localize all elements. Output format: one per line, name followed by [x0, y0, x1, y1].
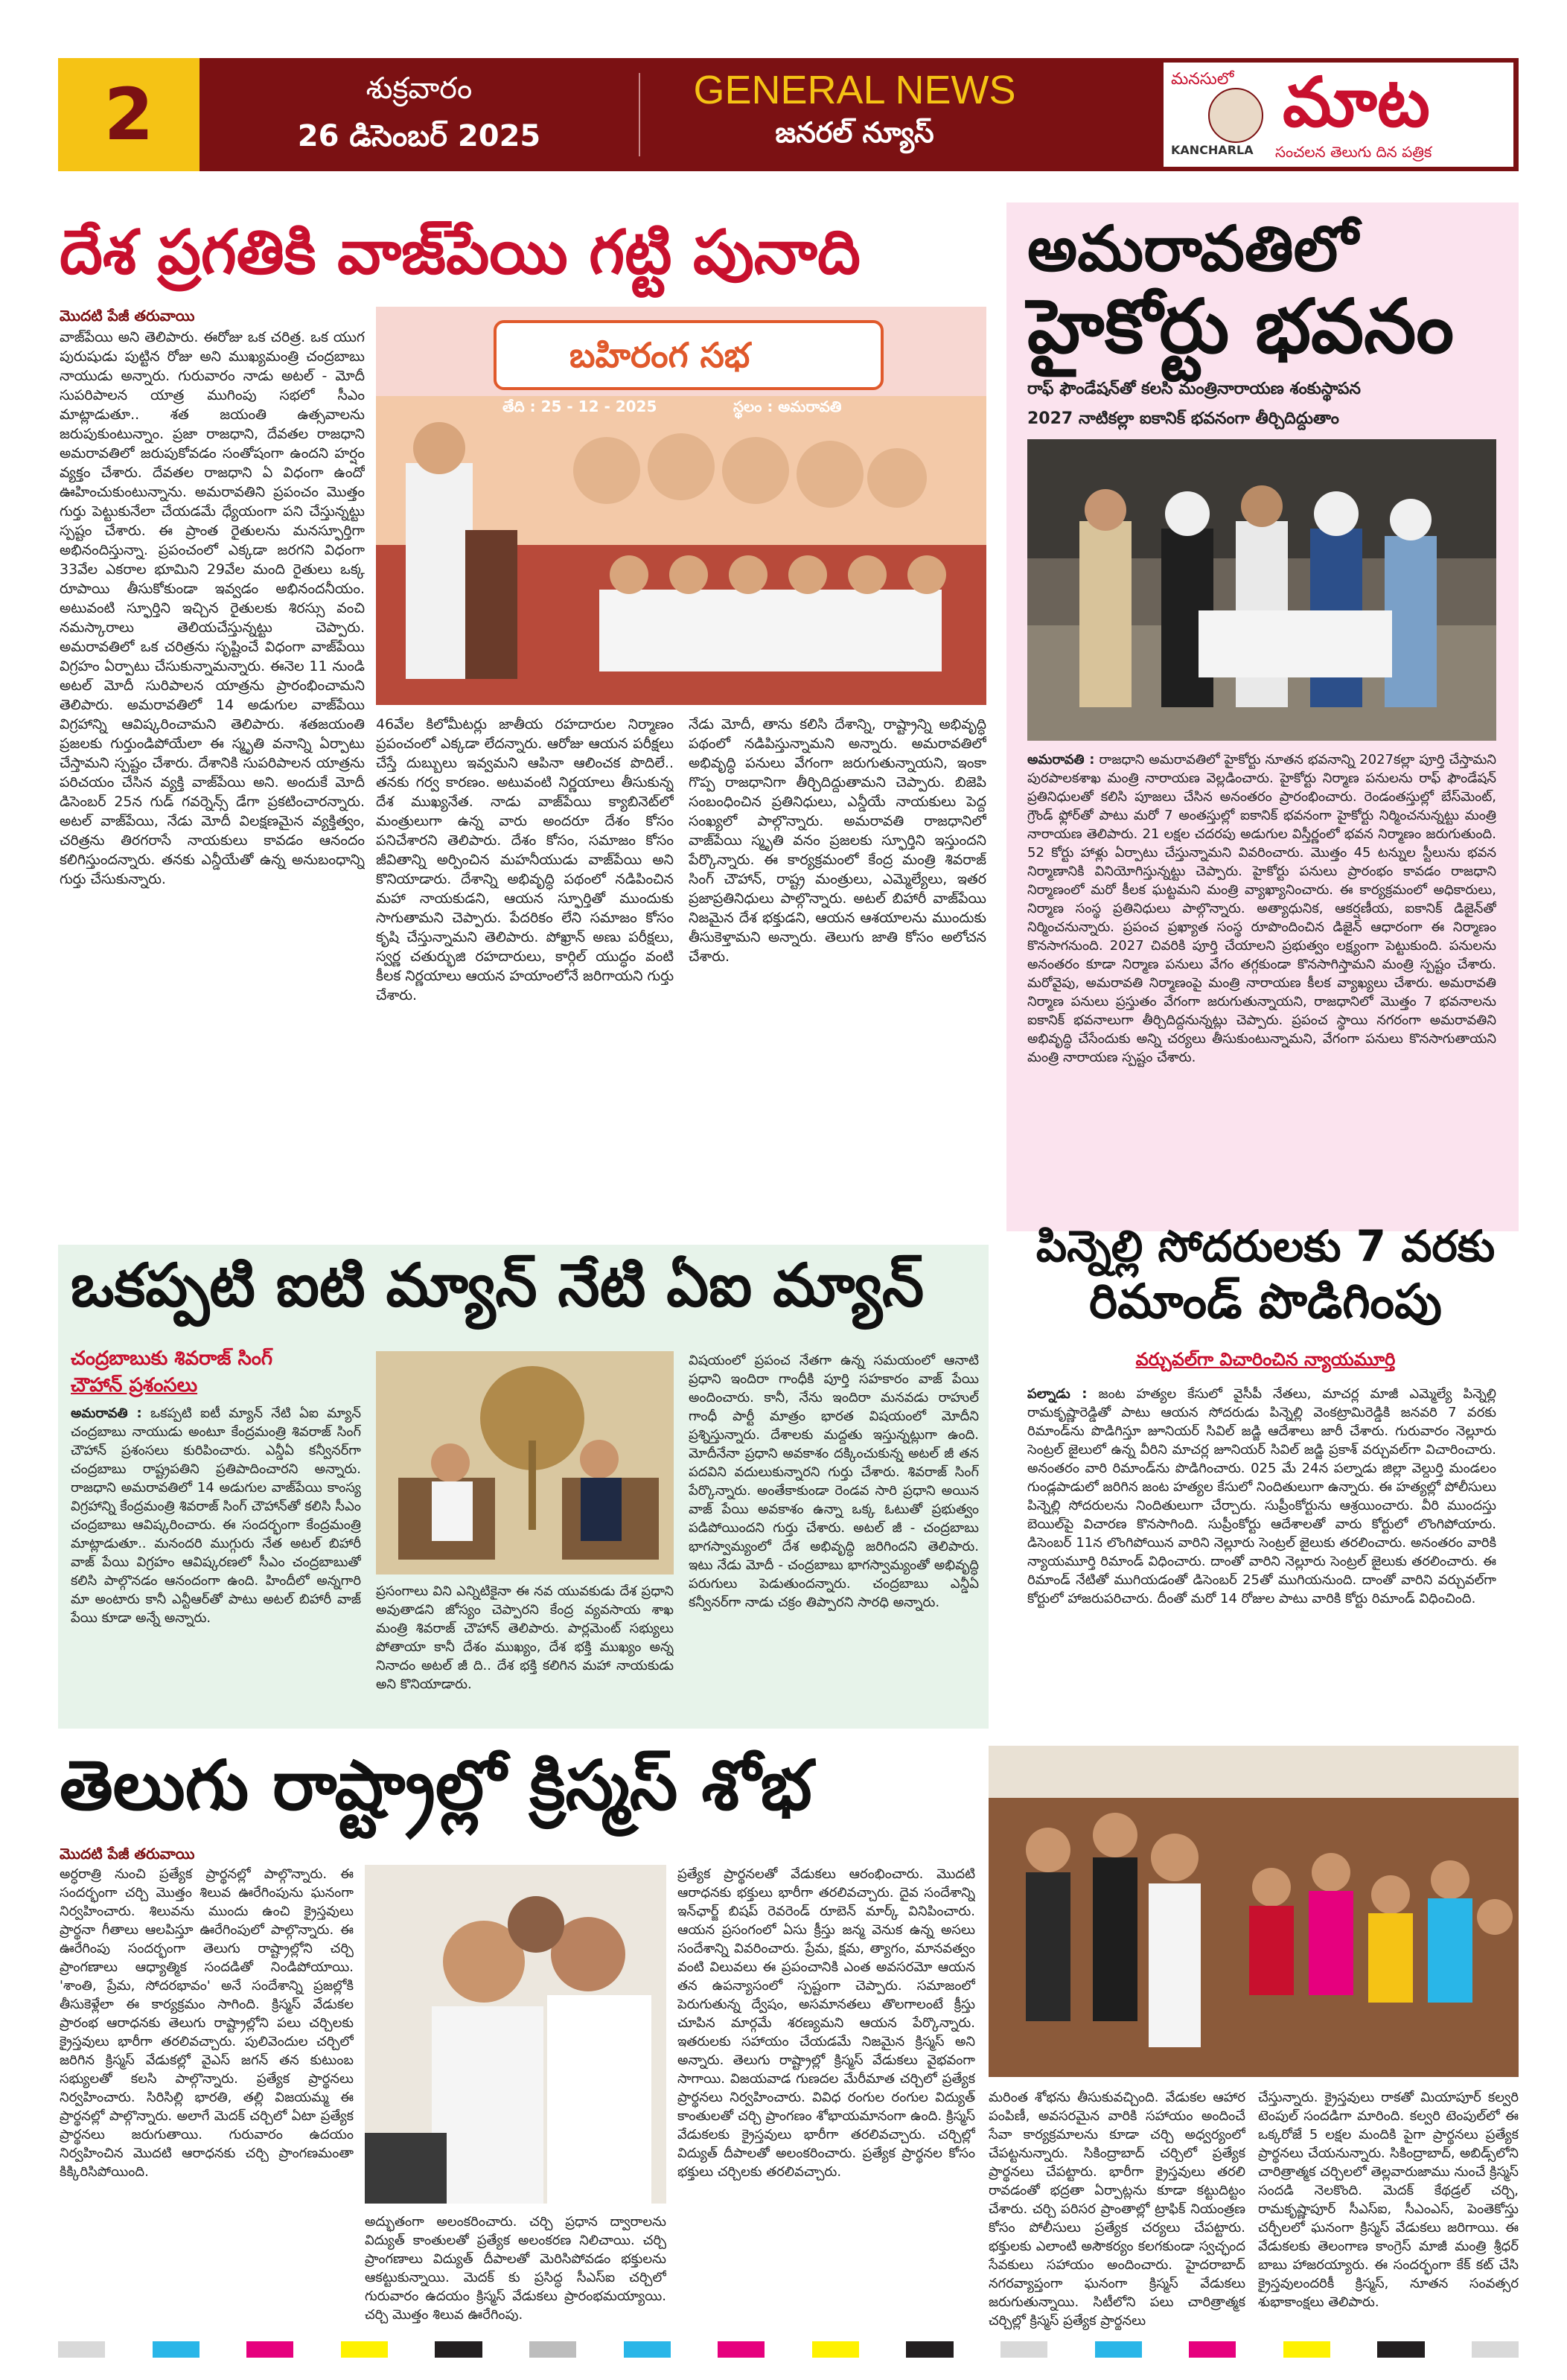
color-swatch — [1142, 2341, 1189, 2358]
story2-photo — [1027, 439, 1496, 741]
masthead — [58, 58, 1519, 171]
story4-col3: ప్రసంగాలు విని ఎన్నిటికైనా ఈ నవ యువకుడు దేశ ప్రధాని అవుతాడని జోస్యం చెప్పారని కేంద్ర వ్యవసాయ శాఖ మంత్రి శివరాజ్ చౌహాన్ తెలిపారు. పార్లమెంట్ సభ్యులు పోతాయా కానీ దేశం ముఖ్యం, దేశ భక్తి ముఖ్యం అన్న నినాదం అటల్ జీ ది.. దేశ భక్తి కలిగిన మహా నాయకుడు అని కొనియాడారు. — [376, 1583, 674, 1692]
story4-dateline: అమరావతి : — [71, 1406, 142, 1421]
story3-headline-line2: రిమాండ్ పొడిగింపు — [1089, 1274, 1442, 1330]
story4-kicker1: చంద్రబాబుకు శివరాజ్ సింగ్ — [71, 1347, 273, 1370]
story2-body — [1027, 750, 1496, 1227]
color-swatch — [482, 2341, 529, 2358]
color-swatch — [718, 2341, 765, 2358]
section-title-en: GENERAL NEWS — [693, 68, 1016, 112]
color-swatch — [624, 2341, 671, 2358]
logo-portrait — [1208, 88, 1263, 143]
color-swatch — [1425, 2341, 1472, 2358]
color-swatch — [388, 2341, 435, 2358]
story4-col1-text: ఒకప్పటి ఐటీ మ్యాన్ నేటి ఏఐ మ్యాన్ చంద్రబాబు నాయుడు అంటూ కేంద్రమంత్రి శివరాజ్ సింగ్ చౌహాన్ ప్రశంసలు కురిపించారు. ఎన్డీఏ కన్వీనర్‌గా చంద్రబాబు రాష్ట్రపతిని ప్రతిపాదించారని అన్నారు. రాజధాని అమరావతిలో 14 అడుగుల వాజ్‌పేయి కాంస్య విగ్రహాన్ని కేంద్రమంత్రి శివరాజ్ సింగ్ చౌహాన్‌తో కలిసి సీఎం చంద్రబాబు ఆవిష్కరించారు. ఈ సందర్భంగా కేంద్రమంత్రి మాట్లాడుతూ.. మనందరి ముగ్గురు నేత అటల్ బిహారీ వాజ్ పేయి విగ్రహం ఆవిష్కరణలో సీఎం చంద్రబాబుతో కలిసి పాల్గొనడం ఆనందంగా ఉంది. హిందీలో అన్నగారి మా అంటారు కానీ ఎన్టీఆర్‌తో పాటు అటల్ బిహారీ వాజ్ పేయి కూడా అన్నే అన్నారు. — [71, 1406, 361, 1626]
story5-kicker: మొదటి పేజీ తరువాయి — [60, 1845, 195, 1863]
color-swatch — [1047, 2341, 1094, 2358]
christmas-gathering-image — [989, 1746, 1519, 2077]
color-swatch — [58, 2341, 105, 2358]
color-swatch — [1330, 2341, 1377, 2358]
construction-site-image — [1027, 439, 1496, 741]
story1-col1: వాజ్‌పేయి అని తెలిపారు. ఈరోజు ఒక చరిత్ర. ఒక యుగ పురుషుడు పుట్టిన రోజు అని ముఖ్యమంత్రి చంద్రబాబు నాయుడు అన్నారు. గురువారం నాడు అటల్ - మోదీ సుపరిపాలన యాత్ర ముగింపు సభలో సీఎం మాట్లాడుతూ.. శత జయంతి ఉత్సవాలను జరుపుకుంటున్నాం. ప్రజా రాజధాని, దేవతల రాజధాని అమరావతిలో జరుపుకోవడం సంతోషంగా ఉందని హర్షం వ్యక్తం చేశారు. దేవతల రాజధాని ఏ విధంగా ఉందో ఊహించుకుంటున్నాను. అమరావతిని ప్రపంచం మొత్తం గుర్తు పెట్టుకునేలా చేయడమే ధ్యేయంగా పని చేస్తున్నట్టు స్పష్టం చేశారు. ఈ ప్రాంత రైతులను మనస్ఫూర్తిగా అభినందిస్తున్నా. ప్రపంచంలో ఎక్కడా జరగని విధంగా 33వేల ఎకరాల భూమిని 29వేల మంది రైతులు ఒక్క రూపాయి తీసుకోకుండా ఇవ్వడం అభినందనీయం. అటువంటి స్ఫూర్తిని ఇచ్చిన రైతులకు శిరస్సు వంచి నమస్కారాలు తెలియచేస్తున్నట్టు చెప్పారు. అమరావతిలో ఒక చరిత్రను సృష్టించే విధంగా వాజ్‌పేయి విగ్రహం ఏర్పాటు చేసుకున్నామన్నారు. ఈనెల 11 నుండి అటల్ మోదీ సురిపాలన యాత్రను ప్రారంభించామని తెలిపారు. అమరావతిలో 14 అడుగుల వాజ్‌పేయి విగ్రహాన్ని ఆవిష్కరించామని తెలిపారు. శతజయంతి ప్రజలకు గుర్తుండిపోయేలా ఈ స్మృతి వనాన్ని ఏర్పాటు చేస్తామని స్పష్టం చేశారు. దేశానికి సుపరిపాలన యాత్రను పరిచయం చేసిన వ్యక్తి వాజ్‌పేయి అని. అందుకే మోదీ డిసెంబర్ 25న గుడ్ గవర్నెన్స్ డేగా ప్రకటించారన్నారు. అటల్ వాజ్‌పేయి, నేడు మోదీ విలక్షణమైన వ్యక్తిత్వం, చరిత్రను తిరగరాసే నాయకులు కావడం ఆనందం కలిగిస్తుందన్నారు. తనకు ఎన్డీయేతో ఉన్న అనుబంధాన్ని గుర్తు చేసుకున్నారు. — [60, 329, 365, 887]
christmas-cake-image — [365, 1865, 666, 2204]
story3-dateline: పల్నాడు : — [1027, 1386, 1088, 1402]
story2-dateline: అమరావతి : — [1027, 752, 1095, 768]
story1-headline: దేశ ప్రగతికి వాజ్‌పేయి గట్టి పునాది — [60, 217, 861, 288]
story5-col4: మరింత శోభను తీసుకువచ్చింది. వేడుకల ఆహార పంపిణీ, అవసరమైన వారికి సహాయం అందించే సేవా కార్యక్రమాలను కూడా చర్చి అధ్వర్యంలో చేపట్టనున్నారు. సికింద్రాబాద్ చర్చిలో ప్రత్యేక ప్రార్థనలు చేపట్టారు. భారీగా క్రైస్తవులు తరలి రావడంతో భద్రతా ఏర్పాట్లను కూడా కట్టుదిట్టం చేశారు. చర్చి పరిసర ప్రాంతాల్లో ట్రాఫిక్ నియంత్రణ కోసం పోలీసులు ప్రత్యేక చర్యలు చేపట్టారు. భక్తులకు ఎలాంటి అసౌకర్యం కలగకుండా స్వచ్ఛంద సేవకులు సహాయం అందించారు. హైదరాబాద్ నగరవ్యాప్తంగా ఘనంగా క్రిస్మస్ వేడుకలు జరుగుతున్నాయి. సిటీలోని పలు చారిత్రాత్మక చర్చిల్లో క్రిస్మస్ ప్రత్యేక ప్రార్థనలు — [989, 2090, 1245, 2329]
banner-title: బహిరంగ సభ — [569, 335, 750, 375]
story2-subhead2: 2027 నాటికల్లా ఐకానిక్ భవనంగా తీర్చిదిద్దుతాం — [1027, 409, 1339, 428]
issue-day: శుక్రవారం — [366, 71, 473, 106]
color-swatch — [435, 2341, 482, 2358]
story5-photo1 — [365, 1865, 666, 2204]
color-swatch — [1283, 2341, 1330, 2358]
date-block — [200, 58, 639, 171]
logo-small-text: మనసులో — [1171, 70, 1234, 89]
color-swatch — [529, 2341, 576, 2358]
banner-place: స్థలం : అమరావతి — [733, 398, 842, 415]
page-number: 2 — [58, 58, 200, 171]
color-swatch — [859, 2341, 906, 2358]
color-registration-strip — [58, 2341, 1519, 2358]
color-swatch — [246, 2341, 293, 2358]
story3-text: జంట హత్యల కేసులో వైసీపీ నేతలు, మాచర్ల మాజీ ఎమ్మెల్యే పిన్నెల్లి రామకృష్ణారెడ్డితో పాటు ఆయన సోదరుడు పిన్నెల్లి వెంకట్రామిరెడ్డికి జనవరి 7 వరకు రిమాండ్‌ను పొడిగిస్తూ జూనియర్ సివిల్ జడ్జి ఆదేశాలు జారీ చేశారు. గురువారం నెల్లూరు సెంట్రల్ జైలులో ఉన్న వీరిని మాచర్ల జూనియర్ సివిల్ జడ్జి ప్రకాశ్ వర్చువల్‌గా విచారించారు. అనంతరం వారి రిమాండ్‌ను పొడిగించారు. 025 మే 24న పల్నాడు జిల్లా వెల్దుర్తి మండలం గుండ్లపాడులో జరిగిన జంట హత్యల కేసులో నిందితులుగా ఉన్నారు. ఈ హత్యల్లో పోలీసులు పిన్నెల్లి సోదరులను నిందితులుగా చేర్చారు. సుప్రీంకోర్టును ఆశ్రయించారు. వీరి ముందస్తు బెయిల్‌పై విచారణ కొనసాగింది. సుప్రీంకోర్టు ఆదేశాలతో వారు కోర్టులో లొంగిపోయారు. డిసెంబర్ 11న లొంగిపోయిన వారిని నెల్లూరు సెంట్రల్ జైలుకు తరలించారు. అనంతరం వారికి న్యాయమూర్తి రిమాండ్ విధించారు. దాంతో వారిని నెల్లూరు సెంట్రల్ జైలుకు తరలించారు. ఈ రిమాండ్ నేటితో ముగియడంతో డిసెంబర్ 25తో ముగియనుంది. దాంతో వారిని వర్చువల్‌గా కోర్టులో హాజరుపరిచారు. దీంతో మరో 14 రోజుల పాటు వారికి కోర్టు రిమాండ్ విధించింది. — [1027, 1386, 1496, 1607]
color-swatch — [153, 2341, 200, 2358]
color-swatch — [293, 2341, 340, 2358]
color-swatch — [576, 2341, 623, 2358]
story3-headline-line1: పిన్నెల్లి సోదరులకు 7 వరకు — [1035, 1221, 1496, 1272]
story2-headline-line1: అమరావతిలో — [1027, 212, 1359, 285]
story1-kicker: మొదటి పేజీ తరువాయి — [60, 307, 195, 325]
banner-date: తేది : 25 - 12 - 2025 — [502, 398, 657, 415]
story4-headline: ఒకప్పటి ఐటి మ్యాన్ నేటి ఏఐ మ్యాన్ — [71, 1251, 925, 1320]
color-swatch — [200, 2341, 246, 2358]
logo-title: మాట — [1283, 63, 1430, 142]
color-swatch — [1000, 2341, 1047, 2358]
story5-col2: అద్భుతంగా అలంకరించారు. చర్చి ప్రధాన ద్వారాలను విద్యుత్ కాంతులతో ప్రత్యేక అలంకరణ నిలిచాయి. చర్చి ప్రాంగణాలు విద్యుత్ దీపాలతో మెరిసిపోవడం భక్తులను ఆకట్టుకున్నాయి. మెదక్ కు ప్రసిద్ధ సీఎస్ఐ చర్చిలో గురువారం ఉదయం క్రిస్మస్ వేడుకలు ప్రారంభమయ్యాయి. చర్చి మొత్తం శిలువ ఊరేగింపు. — [365, 2214, 666, 2323]
story3-subhead: వర్చువల్‌గా విచారించిన న్యాయమూర్తి — [1135, 1349, 1396, 1370]
story5-photo2 — [989, 1746, 1519, 2077]
color-swatch — [671, 2341, 718, 2358]
story5-col1: అర్ధరాత్రి నుంచి ప్రత్యేక ప్రార్థనల్లో పాల్గొన్నారు. ఈ సందర్భంగా చర్చి మొత్తం శిలువ ఊరేగింపును ఘనంగా నిర్వహించారు. శిలువను ముందు ఉంచి క్రైస్తవులు ప్రార్థనా గీతాలు ఆలపిస్తూ ఊరేగింపులో పాల్గొన్నారు. ఈ ఊరేగింపు సందర్భంగా తెలుగు రాష్ట్రాల్లోని చర్చి ప్రాంగణాలు ఆధ్యాత్మిక సందడితో నిండిపోయాయి. 'శాంతి, ప్రేమ, సోదరభావం' అనే సందేశాన్ని ప్రజల్లోకి తీసుకెళ్లేలా ఈ కార్యక్రమం సాగింది. క్రిస్మస్ వేడుకల ప్రారంభ ఆరాధనకు తెలుగు రాష్ట్రాల్లోని పలు చర్చిలకు క్రైస్తవులు భారీగా తరలివచ్చారు. పులివెందుల చర్చిలో జరిగిన క్రిస్మస్ వేడుకల్లో వైఎస్ జగన్ తన కుటుంబ సభ్యులతో కలసి పాల్గొన్నారు. ప్రత్యేక ప్రార్థనలు నిర్వహించారు. సిరిసిల్లి భారతి, తల్లి విజయమ్మ ఈ ప్రార్థనల్లో పాల్గొన్నారు. అలాగే మెదక్ చర్చిలో ఏటా ప్రత్యేక ప్రార్థనలు జరుగుతాయి. గురువారం ఉదయం నిర్వహించిన మొదటి ఆరాధనకు చర్చి ప్రాంగణమంతా కిక్కిరిసిపోయింది. — [60, 1866, 354, 2180]
color-swatch — [906, 2341, 953, 2358]
logo-name: KANCHARLA — [1171, 143, 1254, 157]
story2-text: రాజధాని అమరావతిలో హైకోర్టు నూతన భవనాన్ని 2027కల్లా పూర్తి చేస్తామని పురపాలకశాఖ మంత్రి నారాయణ వెల్లడించారు. హైకోర్టు నిర్మాణ పనులను రాఫ్ ఫౌండేషన్ ప్రతినిధులతో కలిసి పూజలు చేసిన అనంతరం ప్రారంభించారు. రెండంతస్తుల్లో బేస్‌మెంట్, గ్రౌండ్ ఫ్లోర్‌తో పాటు మరో 7 అంతస్తుల్లో ఐకానిక్ భవనంగా హైకోర్టు నిర్మించనున్నట్టు మంత్రి నారాయణ తెలిపారు. 21 లక్షల చదరపు అడుగుల విస్తీర్ణంలో భవన నిర్మాణం జరుగుతుంది. 52 కోర్టు హాళ్లు ఏర్పాటు చేస్తున్నామని వివరించారు. మొత్తం 45 టన్నుల స్టీలును భవన నిర్మాణానికి వినియోగిస్తున్నట్టు చెప్పారు. హైకోర్టు పనులు ప్రారంభం కావడం రాజధాని నిర్మాణంలో మరో కీలక ఘట్టమని మంత్రి వ్యాఖ్యానించారు. ఈ కార్యక్రమంలో అధికారులు, నిర్మాణ సంస్థ ప్రతినిధులు పాల్గొన్నారు. అత్యాధునిక, ఆకర్షణీయ, ఐకానిక్ డిజైన్‌తో నిర్మించనున్నారు. ప్రపంచ ప్రఖ్యాత సంస్థ రూపొందించిన డిజైన్ ఆధారంగా ఈ నిర్మాణం కొనసాగనుంది. 2027 చివరికి పూర్తి చేయాలని ప్రభుత్వం లక్ష్యంగా పెట్టుకుంది. పనులను అనంతరం కూడా నిర్మాణ పనులు వేగం తగ్గకుండా కొనసాగిస్తామని మంత్రి స్పష్టం చేశారు. మరోవైపు, అమరావతి నిర్మాణంపై మంత్రి నారాయణ కీలక వ్యాఖ్యలు చేశారు. అమరావతి నిర్మాణ పనులు ప్రస్తుతం వేగంగా జరుగుతున్నాయని, రాజధానిలో మొత్తం 7 భవనాలను ఐకానిక్ భవనాలుగా తీర్చిదిద్దనున్నట్లు చెప్పారు. ప్రపంచ స్థాయి నగరంగా అమరావతిని అభివృద్ధి చేసేందుకు అన్ని చర్యలు తీసుకుంటున్నామని, వేగంగా పనులు కొనసాగుతాయని మంత్రి నారాయణ స్పష్టం చేశారు. — [1027, 752, 1496, 1065]
story1-col3: నేడు మోదీ, తాను కలిసి దేశాన్ని, రాష్ట్రాన్ని అభివృద్ధి పథంలో నడిపిస్తున్నామని అన్నారు. అమరావతిలో అభివృద్ధి పనులు వేగంగా జరుగుతున్నాయని, ఇంకా గొప్ప రాజధానిగా తీర్చిదిద్దుతామని చెప్పారు. బిజెపి సంబంధించిన ప్రతినిధులు, ఎన్డీయే నాయకులు పెద్ద సంఖ్యలో పాల్గొన్నారు. అమరావతి రాజధానిలో వాజ్‌పేయి స్మృతి వనం ప్రజలకు స్ఫూర్తిని ఇస్తుందని పేర్కొన్నారు. ఈ కార్యక్రమంలో కేంద్ర మంత్రి శివరాజ్ సింగ్ చౌహాన్, రాష్ట్ర మంత్రులు, ఎమ్మెల్యేలు, ఇతర ప్రజాప్రతినిధులు పాల్గొన్నారు. అటల్ బిహారీ వాజ్‌పేయి నిజమైన దేశ భక్తుడని, ఆయన ఆశయాలను ముందుకు తీసుకెళ్తామని అన్నారు. తెలుగు జాతి కోసం అలోచన చేశారు. — [689, 716, 986, 965]
story4-col1 — [71, 1404, 361, 1724]
newspaper-logo — [1164, 63, 1513, 167]
meeting-image — [376, 1351, 674, 1575]
section-title-te: జనరల్ న్యూస్ — [775, 116, 934, 149]
story2-subhead1: రాఫ్ ఫౌండేషన్‌తో కలసి మంత్రినారాయణ శంకుస్థాపన — [1027, 380, 1361, 398]
color-swatch — [1189, 2341, 1236, 2358]
story4-col2: విషయంలో ప్రపంచ నేతగా ఉన్న సమయంలో ఆనాటి ప్రధాని ఇందిరా గాంధీకి పూర్తి సహకారం వాజ్ పేయి అందించారు. కానీ, నేను ఇందిరా మనవడు రాహుల్ గాంధీ పార్టీ మాత్రం భారత విషయంలో మోదీని ప్రశ్నిస్తున్నారు. దేశాలకు మద్దతు ఇస్తున్నట్లుగా ఉంది. మోదీనేనా ప్రధాని అవకాశం దక్కించుకున్న అటల్ జీ తన పదవిని వదులుకున్నారని గుర్తు చేశారు. శివరాజ్ సింగ్ పేర్కొన్నారు. అంతేకాకుండా రెండవ సారి ప్రధాని అయిన వాజ్ పేయి అవకాశం ఉన్నా ఒక్క ఓటుతో ప్రభుత్వం పడిపోయిందని గుర్తు చేశారు. అటల్ జీ - చంద్రబాబు భాగస్వామ్యంలో దేశ అభివృద్ధి జరిగిందని తెలిపారు. ఇటు నేడు మోదీ - చంద్రబాబు భాగస్వామ్యంతో అభివృద్ధి పరుగులు పెడుతుందన్నారు. చంద్రబాబు ఎన్డీఏ కన్వీనర్‌గా నాడు చక్రం తిప్పారని సారధి అన్నారు. — [689, 1353, 979, 1610]
color-swatch — [1472, 2341, 1519, 2358]
color-swatch — [341, 2341, 388, 2358]
logo-tagline: సంచలన తెలుగు దిన పత్రిక — [1275, 143, 1432, 161]
color-swatch — [1377, 2341, 1424, 2358]
story4-kicker2: చౌహాన్ ప్రశంసలు — [71, 1374, 198, 1397]
story1-col2: 46వేల కిలోమీటర్లు జాతీయ రహదారుల నిర్మాణం ప్రపంచంలో ఎక్కడా లేదన్నారు. ఆరోజు ఆయన పరీక్షలు చేస్తే దుబ్బులు ఇవ్వమని ఆపినా ఆలించక పొదిలే.. తనకు గర్వ కారణం. అటువంటి నిర్ణయాలు తీసుకున్న దేశ ముఖ్యనేత. నాడు వాజ్‌పేయి క్యాబినెట్‌లో మంత్రులుగా ఉన్న వారు అందరూ దేశం కోసం పనిచేశారని తెలిపారు. దేశం కోసం, సమాజం కోసం జీవితాన్ని అర్పించిన మహనీయుడు వాజ్‌పేయి అని కొనియాడారు. దేశాన్ని అభివృద్ధి పథంలో నడిపించిన మహా నాయకుడని, ఆయన స్ఫూర్తితో ముందుకు సాగుతామని చెప్పారు. పేదరికం లేని సమాజం కోసం కృషి చేస్తున్నామని తెలిపారు. పోఖ్రాన్ అణు పరీక్షలు, స్వర్ణ చతుర్భుజి రహదారులు, కార్గిల్ యుద్ధం వంటి కీలక నిర్ణయాలు ఆయన హయాంలోనే జరిగాయని గుర్తు చేశారు. — [376, 716, 674, 1004]
issue-date: 26 డిసెంబర్ 2025 — [297, 119, 541, 153]
color-swatch — [1236, 2341, 1283, 2358]
color-swatch — [812, 2341, 859, 2358]
story5-col5: చేస్తున్నారు. క్రైస్తవులు రాకతో మియాపూర్ కల్వరి టెంపుల్ సందడిగా మారింది. కల్వరి టెంపుల్‌లో ఈ ఒక్కరోజే 5 లక్షల మందికి పైగా ప్రార్థనలు ప్రత్యేక ప్రార్థనలు చేయనున్నారు. సికింద్రాబాద్, అబిడ్స్‌లోని చారిత్రాత్మక చర్చిలలో తెల్లవారుజాము నుంచే క్రిస్మస్ సందడి నెలకొంది. మెదక్ కేథడ్రల్ చర్చి, రామకృష్ణాపూర్ సీఎస్ఐ, సీఎంఎస్, పెంతెకోస్తు చర్చీలలో ఘనంగా క్రిస్మస్ వేడుకలు జరిగాయి. ఈ వేడుకలకు తెలంగాణ కాంగ్రెస్ మాజీ మంత్రి శ్రీధర్ బాబు హాజరయ్యారు. ఈ సందర్భంగా కేక్ కట్ చేసి క్రైస్తవులందరికీ క్రిస్మస్, నూతన సంవత్సర శుభాకాంక్షలు తెలిపారు. — [1258, 2090, 1519, 2310]
color-swatch — [105, 2341, 152, 2358]
color-swatch — [765, 2341, 811, 2358]
story1-photo — [376, 307, 986, 705]
story4-photo — [376, 1351, 674, 1575]
story5-headline: తెలుగు రాష్ట్రాల్లో క్రిస్మస్ శోభ — [60, 1746, 812, 1825]
section-title — [639, 58, 1070, 171]
color-swatch — [954, 2341, 1000, 2358]
story3-body — [1027, 1385, 1496, 1712]
story5-col3: ప్రత్యేక ప్రార్థనలతో వేడుకలు ఆరంభించారు. మొదటి ఆరాధనకు భక్తులు భారీగా తరలివచ్చారు. దైవ సందేశాన్ని ఇన్‌ఛార్జ్ బిషప్ రెవరెండ్ రూబెన్ మార్క్ వినిపించారు. ఆయన ప్రసంగంలో ఏసు క్రీస్తు జన్మ వెనుక ఉన్న అసలు సందేశాన్ని వివరించారు. ప్రేమ, క్షమ, త్యాగం, మానవత్వం వంటి విలువలు ఈ ప్రపంచానికి ఎంత అవసరమో ఆయన తన ఉపన్యాసంలో స్పష్టంగా చెప్పారు. సమాజంలో పెరుగుతున్న ద్వేషం, అసమానతలు తొలగాలంటే క్రీస్తు చూపిన మార్గమే శరణ్యమని ఆయన పేర్కొన్నారు. ఇతరులకు సహాయం చేయడమే నిజమైన క్రిస్మస్ అని అన్నారు. తెలుగు రాష్ట్రాల్లో క్రిస్మస్ వేడుకలు వైభవంగా సాగాయి. విజయవాడ గుణదల మేరీమాత చర్చిలో ప్రత్యేక ప్రార్థనలు నిర్వహించారు. వివిధ రంగుల రంగుల విద్యుత్ కాంతులతో చర్చి ప్రాంగణం శోభాయమానంగా ఉంది. క్రిస్మస్ వేడుకలకు క్రైస్తవులు భారీగా తరలివచ్చారు. చర్చిల్లో విద్యుత్ దీపాలతో అలంకరించారు. ప్రత్యేక ప్రార్థనల కోసం భక్తులు చర్చిలకు తరలివచ్చారు. — [677, 1866, 975, 2180]
story2-headline-line2: హైకోర్టు భవనం — [1027, 283, 1455, 370]
color-swatch — [1095, 2341, 1142, 2358]
